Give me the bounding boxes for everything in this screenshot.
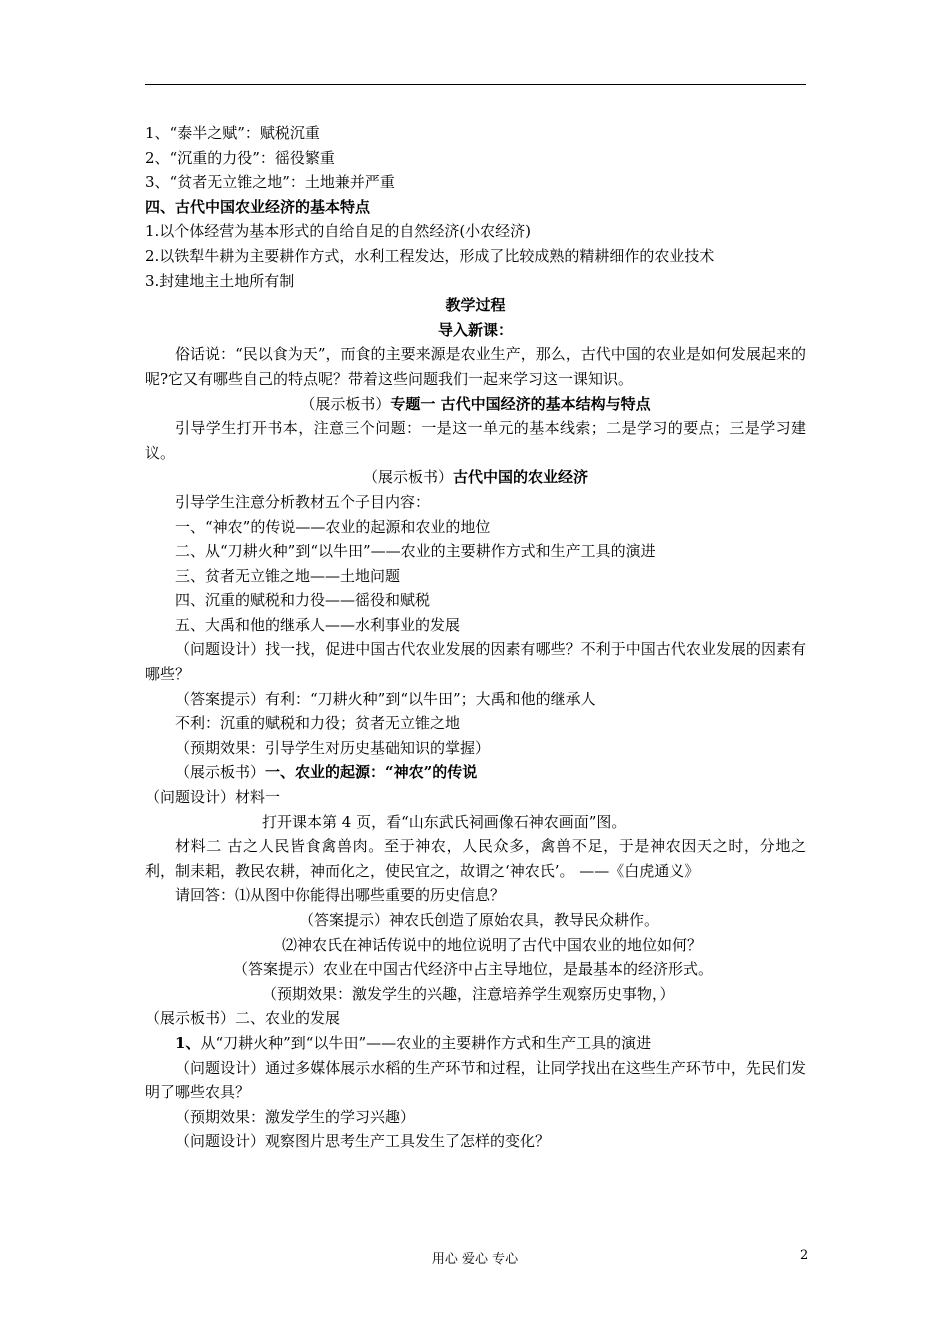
- paragraph: 材料二 古之人民皆食禽兽肉。至于神农，人民众多，禽兽不足，于是神农因天之时，分地之利，制耒耜，教民农耕，神而化之，使民宜之，故谓之‘神农氏’。 ——《白虎通义》: [145, 837, 806, 880]
- text-line: 1.以个体经营为基本形式的自给自足的自然经济(小农经济): [145, 222, 532, 241]
- header-rule: [145, 84, 806, 85]
- section-title: 教学过程: [445, 296, 506, 315]
- text-line: （问题设计）材料一: [145, 788, 281, 807]
- section-subtitle: 导入新课：: [437, 320, 513, 339]
- text-line: ⑵神农氏在神话传说中的地位说明了古代中国农业的地位如何？: [282, 935, 703, 954]
- board-title: 古代中国的农业经济: [453, 468, 589, 487]
- text-line: （展示板书）二、农业的发展: [145, 1009, 341, 1028]
- board-title: 专题一 古代中国经济的基本结构与特点: [390, 394, 651, 413]
- board-label: （展示板书）: [362, 468, 453, 487]
- text-line: 2、“沉重的力役”：徭役繁重: [145, 148, 335, 167]
- board-line: [145, 760, 806, 785]
- text-line: 2.以铁犁牛耕为主要耕作方式，水利工程发达，形成了比较成熟的精耕细作的农业技术: [145, 246, 715, 265]
- text-line: 3.封建地主土地所有制: [145, 271, 295, 290]
- footer-motto: 用心 爱心 专心: [431, 1252, 519, 1267]
- list-item: 二、从“刀耕火种”到“以牛田”——农业的主要耕作方式和生产工具的演进: [175, 542, 656, 561]
- list-text: 从“刀耕火种”到“以牛田”——农业的主要耕作方式和生产工具的演进: [200, 1033, 652, 1052]
- paragraph: 俗话说：“民以食为天”，而食的主要来源是农业生产，那么，古代中国的农业是如何发展起来的呢?它又有哪些自己的特点呢？带着这些问题我们一起来学习这一课知识。: [145, 345, 806, 388]
- text-line: （问题设计）观察图片思考生产工具发生了怎样的变化？: [175, 1132, 551, 1151]
- section-heading: 四、古代中国农业经济的基本特点: [145, 197, 371, 216]
- text-line: 引导学生注意分析教材五个子目内容：: [175, 492, 431, 511]
- list-item: 一、“神农”的传说——农业的起源和农业的地位: [175, 517, 491, 536]
- text-line: [145, 1031, 806, 1056]
- text-line: 不利：沉重的赋税和力役；贫者无立锥之地: [175, 714, 461, 733]
- text-line: （答案提示）农业在中国古代经济中占主导地位，是最基本的经济形式。: [233, 960, 714, 979]
- board-title: 一、农业的起源：“神农”的传说: [265, 763, 478, 782]
- document-body: [145, 121, 806, 1154]
- list-number: 1、: [175, 1033, 201, 1052]
- board-label: （展示板书）: [175, 763, 266, 782]
- paragraph: （问题设计）找一找，促进中国古代农业发展的因素有哪些？不利于中国古代农业发展的因素有哪些？: [145, 640, 806, 684]
- board-line: [145, 392, 806, 417]
- list-item: 四、沉重的赋税和力役——徭役和赋税: [175, 591, 431, 610]
- text-line: （答案提示）有利：“刀耕火种”到“以牛田”；大禹和他的继承人: [175, 689, 596, 708]
- paragraph: 引导学生打开书本，注意三个问题：一是这一单元的基本线索；二是学习的要点；三是学习建议。: [145, 419, 806, 462]
- text-line: 1、“泰半之赋”：赋税沉重: [145, 124, 320, 142]
- text-line: 请回答：⑴从图中你能得出哪些重要的历史信息？: [175, 886, 506, 905]
- text-line: 打开课本第 4 页，看“山东武氏祠画像石神农画面”图。: [262, 812, 627, 831]
- page-number: 2: [800, 1248, 809, 1263]
- text-line: （预期效果：引导学生对历史基础知识的掌握）: [175, 738, 491, 757]
- list-item: 三、贫者无立锥之地——土地问题: [175, 566, 401, 585]
- paragraph: （问题设计）通过多媒体展示水稻的生产环节和过程，让同学找出在这些生产环节中，先民们发明了哪些农具？: [145, 1058, 806, 1102]
- board-label: （展示板书）: [300, 394, 391, 413]
- list-item: 五、大禹和他的继承人——水利事业的发展: [175, 615, 461, 634]
- text-line: （预期效果：激发学生的学习兴趣）: [175, 1107, 416, 1126]
- text-line: （答案提示）神农氏创造了原始农具，教导民众耕作。: [299, 911, 660, 929]
- text-line: （预期效果：激发学生的兴趣，注意培养学生观察历史事物，）: [262, 984, 675, 1003]
- board-line: [145, 465, 806, 490]
- text-line: 3、“贫者无立锥之地”：土地兼并严重: [145, 173, 395, 192]
